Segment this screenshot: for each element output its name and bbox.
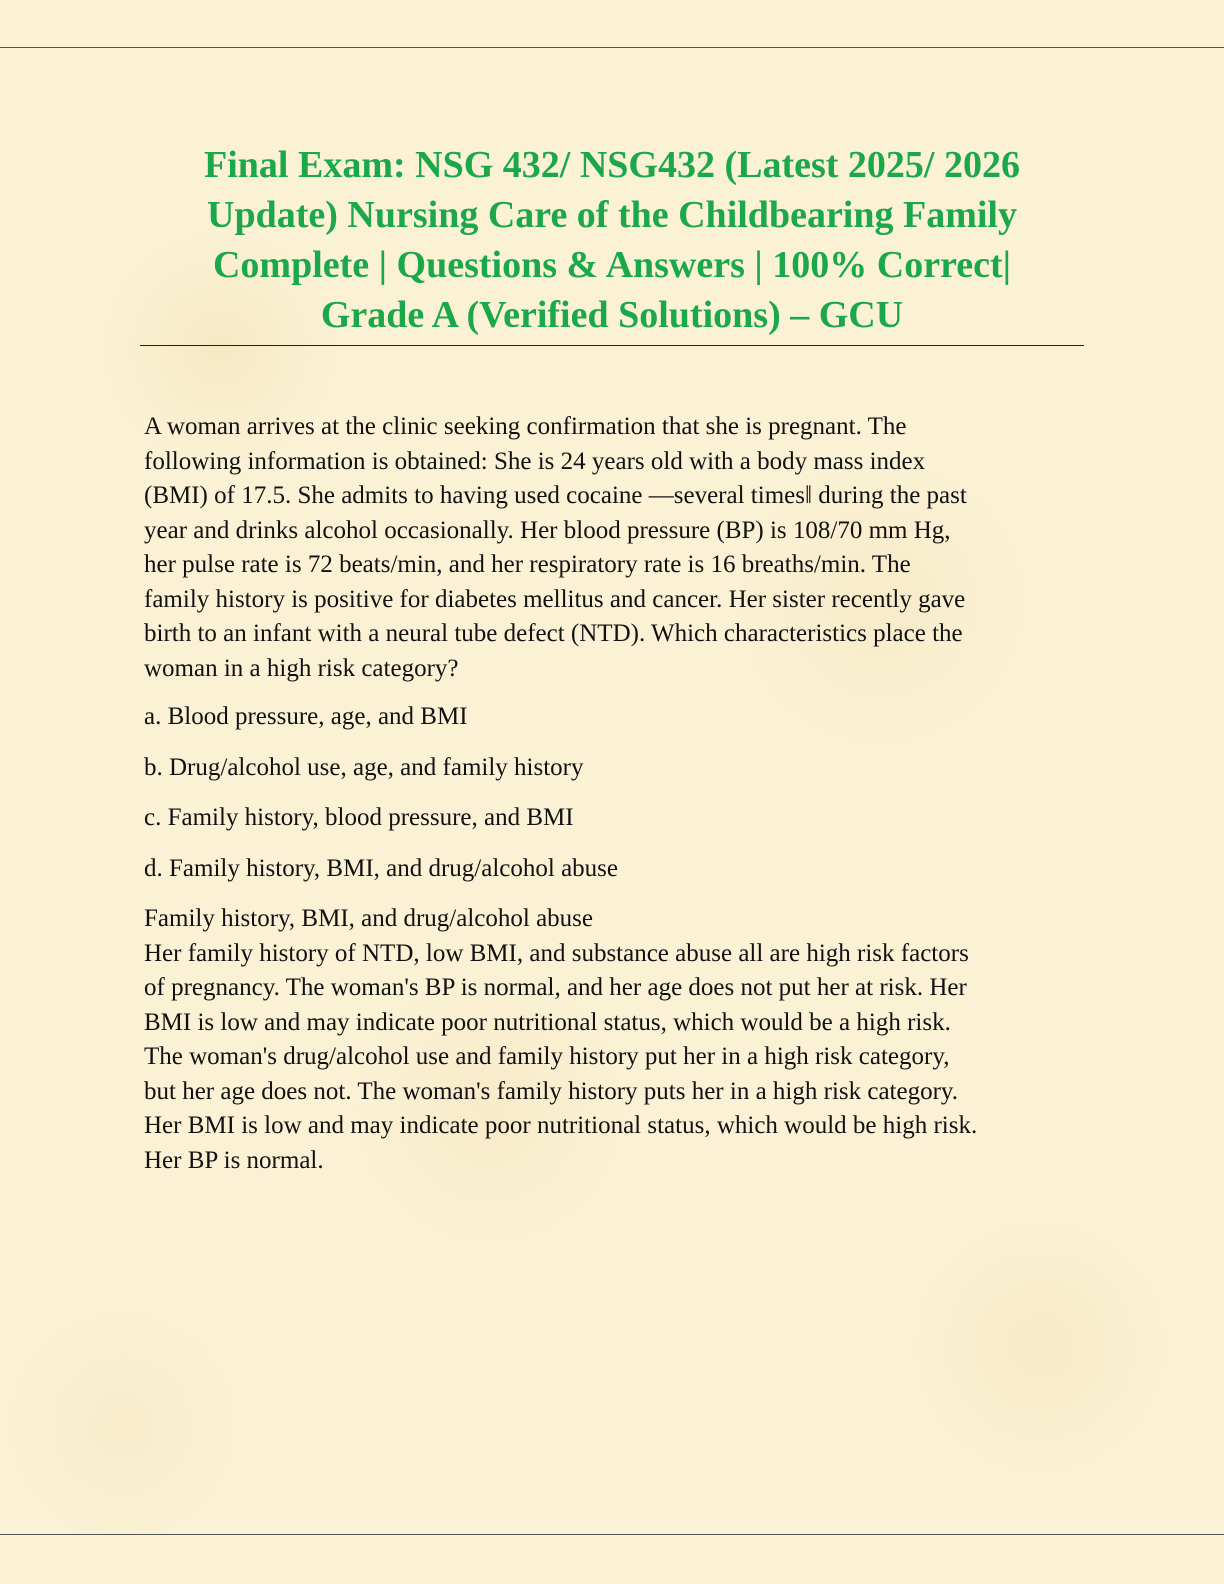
rationale-line: but her age does not. The woman's family history puts her in a high risk category. — [144, 1077, 959, 1105]
page-top-rule — [0, 47, 1224, 48]
rationale-line: Her family history of NTD, low BMI, and substance abuse all are high risk factors — [144, 939, 969, 967]
title-line: Grade A (Verified Solutions) – GCU — [320, 294, 904, 336]
rationale-line: BMI is low and may indicate poor nutritional status, which would be a high risk. — [144, 1008, 951, 1036]
option-d: d. Family history, BMI, and drug/alcohol abuse — [144, 854, 619, 882]
document-body — [144, 410, 1084, 1178]
question-text — [144, 410, 1084, 686]
option-b: b. Drug/alcohol use, age, and family history — [144, 753, 584, 781]
title-line: Final Exam: NSG 432/ NSG432 (Latest 2025/ 2026 — [204, 144, 1020, 186]
rationale-line: of pregnancy. The woman's BP is normal, and her age does not put her at risk. Her — [144, 974, 967, 1001]
question-line: year and drinks alcohol occasionally. Her blood pressure (BP) is 108/70 mm Hg, — [144, 516, 951, 544]
rationale-line: Her BP is normal. — [144, 1146, 324, 1174]
document-title — [142, 140, 1082, 340]
question-line: woman in a high risk category? — [144, 654, 459, 682]
correct-answer: Family history, BMI, and drug/alcohol abuse — [144, 905, 594, 932]
rationale-text — [144, 937, 1084, 1179]
question-line: birth to an infant with a neural tube defect (NTD). Which characteristics place the — [144, 620, 963, 647]
rationale-line: Her BMI is low and may indicate poor nutritional status, which would be high risk. — [144, 1112, 978, 1139]
question-line: family history is positive for diabetes mellitus and cancer. Her sister recently gave — [144, 585, 966, 613]
question-line: A woman arrives at the clinic seeking confirmation that she is pregnant. The — [144, 413, 907, 440]
question-line: following information is obtained: She is 24 years old with a body mass index — [144, 447, 926, 475]
question-line: her pulse rate is 72 beats/min, and her respiratory rate is 16 breaths/min. The — [144, 551, 911, 578]
answer-options — [144, 700, 1084, 937]
page-bottom-rule — [0, 1534, 1224, 1535]
option-c: c. Family history, blood pressure, and BMI — [144, 804, 574, 831]
rationale-line: The woman's drug/alcohol use and family history put her in a high risk category, — [144, 1043, 950, 1070]
title-line: Update) Nursing Care of the Childbearing Family — [207, 194, 1017, 236]
question-line: (BMI) of 17.5. She admits to having used cocaine ―several times‖ during the past — [144, 482, 967, 509]
option-a: a. Blood pressure, age, and BMI — [144, 703, 468, 730]
title-underline — [140, 345, 1084, 346]
title-line: Complete | Questions & Answers | 100% Correct| — [212, 244, 1012, 286]
